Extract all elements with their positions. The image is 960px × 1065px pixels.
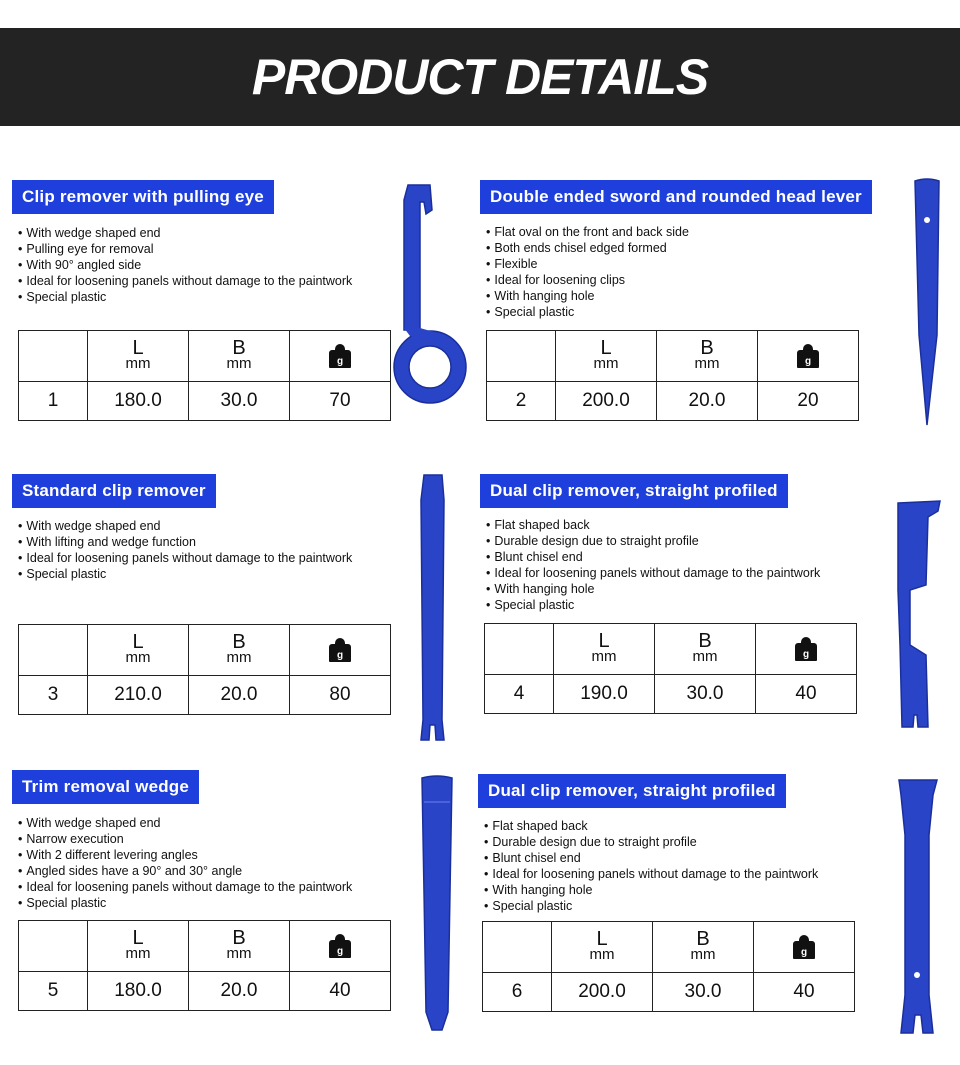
spec-header-length: L mm (88, 625, 189, 676)
feature-item: • Special plastic (480, 597, 820, 613)
spec-header-weight (756, 624, 857, 675)
feature-item: • Flexible (480, 256, 689, 272)
feature-item: • Both ends chisel edged formed (480, 240, 689, 256)
feature-item: • Durable design due to straight profile (478, 834, 818, 850)
feature-item: • Ideal for loosening panels without damage to the paintwork (12, 879, 352, 895)
feature-item: • Special plastic (12, 289, 352, 305)
spec-header-no (483, 922, 552, 973)
product-card-1 (12, 180, 392, 425)
spec-width: 20.0 (657, 382, 758, 421)
feature-item: • Blunt chisel end (478, 850, 818, 866)
feature-item: • Ideal for loosening panels without damage to the paintwork (12, 550, 352, 566)
spec-header-weight (758, 331, 859, 382)
feature-item: • Special plastic (480, 304, 689, 320)
spec-no: 2 (487, 382, 556, 421)
spec-no: 1 (19, 382, 88, 421)
feature-item: • Flat shaped back (478, 818, 818, 834)
feature-item: • With hanging hole (480, 581, 820, 597)
weight-icon: g (793, 935, 815, 959)
feature-item: • Ideal for loosening panels without damage to the paintwork (12, 273, 352, 289)
spec-header-length: L mm (552, 922, 653, 973)
spec-header-no (485, 624, 554, 675)
spec-value-row (485, 675, 857, 714)
spec-value-row (19, 972, 391, 1011)
spec-no: 6 (483, 973, 552, 1012)
feature-item: • With wedge shaped end (12, 815, 352, 831)
spec-header-no (487, 331, 556, 382)
feature-list (12, 815, 352, 911)
spec-header-length: L mm (88, 921, 189, 972)
spec-value-row (19, 382, 391, 421)
spec-header-length: L mm (554, 624, 655, 675)
spec-weight: 40 (290, 972, 391, 1011)
spec-length: 180.0 (88, 972, 189, 1011)
dual-clip-remover-image-1 (890, 495, 950, 735)
product-card-5 (12, 770, 392, 1015)
spec-no: 3 (19, 676, 88, 715)
feature-list (480, 517, 820, 613)
spec-header-row (19, 921, 391, 972)
spec-value-row (19, 676, 391, 715)
spec-table (484, 623, 857, 714)
spec-header-width: B mm (189, 921, 290, 972)
feature-item: • Ideal for loosening clips (480, 272, 689, 288)
spec-no: 4 (485, 675, 554, 714)
spec-width: 20.0 (189, 972, 290, 1011)
spec-length: 200.0 (556, 382, 657, 421)
spec-table (18, 920, 391, 1011)
weight-icon: g (329, 638, 351, 662)
weight-icon: g (797, 344, 819, 368)
product-title: Standard clip remover (12, 474, 216, 508)
standard-clip-remover-image (410, 470, 455, 745)
spec-header-no (19, 921, 88, 972)
spec-length: 180.0 (88, 382, 189, 421)
feature-item: • Special plastic (478, 898, 818, 914)
product-title: Dual clip remover, straight profiled (480, 474, 788, 508)
spec-header-no (19, 625, 88, 676)
spec-header-width: B mm (189, 331, 290, 382)
product-card-3 (12, 474, 392, 719)
spec-table (18, 330, 391, 421)
feature-item: • Durable design due to straight profile (480, 533, 820, 549)
spec-header-row (19, 331, 391, 382)
product-title: Double ended sword and rounded head lever (480, 180, 872, 214)
spec-header-width: B mm (653, 922, 754, 973)
feature-item: • With hanging hole (480, 288, 689, 304)
spec-value-row (487, 382, 859, 421)
top-margin (0, 0, 960, 28)
spec-header-row (485, 624, 857, 675)
spec-header-row (487, 331, 859, 382)
weight-icon: g (329, 344, 351, 368)
product-card-4 (480, 474, 880, 719)
spec-header-length: L mm (88, 331, 189, 382)
trim-removal-wedge-image (412, 772, 462, 1037)
feature-item: • With wedge shaped end (12, 518, 352, 534)
clip-remover-pulling-eye-image (390, 180, 475, 410)
spec-value-row (483, 973, 855, 1012)
spec-weight: 40 (756, 675, 857, 714)
feature-item: • With 2 different levering angles (12, 847, 352, 863)
feature-item: • Blunt chisel end (480, 549, 820, 565)
product-title: Dual clip remover, straight profiled (478, 774, 786, 808)
feature-item: • With lifting and wedge function (12, 534, 352, 550)
spec-length: 210.0 (88, 676, 189, 715)
feature-item: • Ideal for loosening panels without damage to the paintwork (478, 866, 818, 882)
spec-width: 30.0 (653, 973, 754, 1012)
weight-icon: g (795, 637, 817, 661)
spec-header-length: L mm (556, 331, 657, 382)
feature-item: • With wedge shaped end (12, 225, 352, 241)
feature-item: • Ideal for loosening panels without damage to the paintwork (480, 565, 820, 581)
feature-list (480, 224, 689, 320)
spec-header-weight (290, 625, 391, 676)
spec-width: 30.0 (655, 675, 756, 714)
spec-header-weight (290, 921, 391, 972)
page-header (0, 28, 960, 126)
spec-weight: 40 (754, 973, 855, 1012)
spec-table (482, 921, 855, 1012)
spec-header-width: B mm (189, 625, 290, 676)
feature-item: • Special plastic (12, 895, 352, 911)
sword-lever-image (905, 175, 950, 435)
product-title: Trim removal wedge (12, 770, 199, 804)
feature-item: • With hanging hole (478, 882, 818, 898)
spec-no: 5 (19, 972, 88, 1011)
feature-item: • Special plastic (12, 566, 352, 582)
spec-table (486, 330, 859, 421)
spec-header-width: B mm (657, 331, 758, 382)
spec-width: 30.0 (189, 382, 290, 421)
spec-table (18, 624, 391, 715)
spec-weight: 20 (758, 382, 859, 421)
feature-item: • Flat shaped back (480, 517, 820, 533)
product-title: Clip remover with pulling eye (12, 180, 274, 214)
weight-icon: g (329, 934, 351, 958)
product-card-2 (480, 180, 880, 425)
product-card-6 (478, 774, 878, 1019)
feature-list (478, 818, 818, 914)
feature-item: • Narrow execution (12, 831, 352, 847)
spec-header-no (19, 331, 88, 382)
feature-list (12, 225, 352, 305)
spec-header-row (19, 625, 391, 676)
feature-item: • Angled sides have a 90° and 30° angle (12, 863, 352, 879)
spec-length: 200.0 (552, 973, 653, 1012)
dual-clip-remover-image-2 (893, 775, 943, 1040)
feature-item: • Flat oval on the front and back side (480, 224, 689, 240)
spec-header-row (483, 922, 855, 973)
feature-list (12, 518, 352, 582)
spec-header-width: B mm (655, 624, 756, 675)
feature-item: • With 90° angled side (12, 257, 352, 273)
page-title: PRODUCT DETAILS (251, 49, 709, 105)
spec-header-weight (754, 922, 855, 973)
spec-header-weight (290, 331, 391, 382)
spec-length: 190.0 (554, 675, 655, 714)
spec-width: 20.0 (189, 676, 290, 715)
spec-weight: 80 (290, 676, 391, 715)
feature-item: • Pulling eye for removal (12, 241, 352, 257)
spec-weight: 70 (290, 382, 391, 421)
